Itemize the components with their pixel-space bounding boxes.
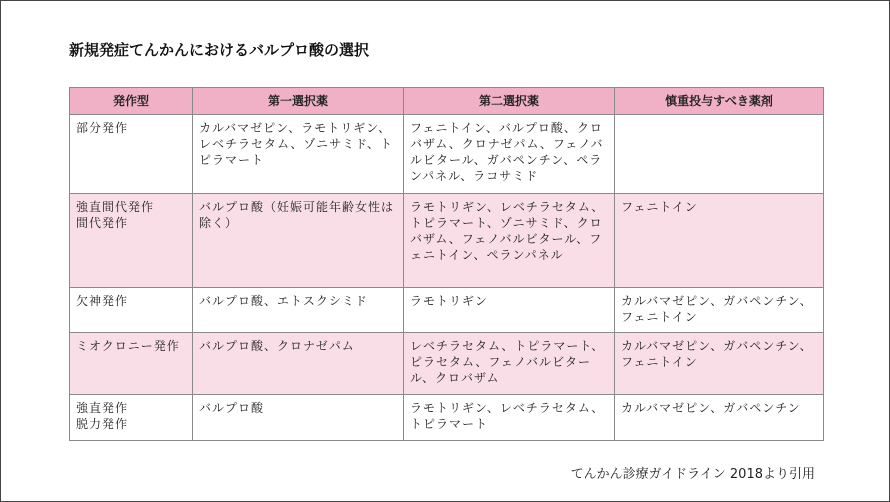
seizure-type-label: 強直間代発作: [76, 200, 155, 214]
seizure-type-cell: [70, 395, 193, 441]
header-first-line: 第一選択薬: [193, 88, 404, 115]
second-line-cell: ラモトリギン、レベチラセタム、トピラマート: [404, 395, 615, 441]
drug-selection-table: [69, 87, 824, 441]
header-second-line: 第二選択薬: [404, 88, 615, 115]
table-row: [70, 395, 824, 441]
seizure-type-cell: [70, 115, 193, 194]
seizure-type-label: 脱力発作: [76, 417, 129, 431]
seizure-type-label: 部分発作: [76, 121, 129, 135]
seizure-type-cell: [70, 288, 193, 333]
caution-cell: カルバマゼピン、ガバペンチン、フェニトイン: [615, 333, 824, 395]
table-header-row: [70, 88, 824, 115]
table-row: [70, 115, 824, 194]
first-line-cell: バルプロ酸（妊娠可能年齢女性は除く）: [193, 194, 404, 288]
second-line-cell: ラモトリギン、レベチラセタム、トピラマート、ゾニサミド、クロバザム、フェノバルビタール、フェニトイン、ペランパネル: [404, 194, 615, 288]
first-line-cell: カルバマゼピン、ラモトリギン、レベチラセタム、ゾニサミド、トピラマート: [193, 115, 404, 194]
seizure-type-label: 強直発作: [76, 401, 129, 415]
caution-cell: カルバマゼピン、ガバペンチン: [615, 395, 824, 441]
second-line-cell: フェニトイン、バルプロ酸、クロバザム、クロナゼパム、フェノバルビタール、ガバペンチン、ペランパネル、ラコサミド: [404, 115, 615, 194]
caution-cell: [615, 115, 824, 194]
second-line-cell: レベチラセタム、トピラマート、ピラセタム、フェノバルビタール、クロバザム: [404, 333, 615, 395]
caution-cell: カルバマゼピン、ガバペンチン、フェニトイン: [615, 288, 824, 333]
caution-cell: フェニトイン: [615, 194, 824, 288]
first-line-cell: バルプロ酸、エトスクシミド: [193, 288, 404, 333]
second-line-cell: ラモトリギン: [404, 288, 615, 333]
table-row: [70, 288, 824, 333]
table-row: [70, 333, 824, 395]
first-line-cell: バルプロ酸、クロナゼパム: [193, 333, 404, 395]
seizure-type-cell: [70, 333, 193, 395]
header-seizure-type: 発作型: [70, 88, 193, 115]
citation-note: てんかん診療ガイドライン 2018より引用: [570, 467, 815, 482]
seizure-type-label: ミオクロニー発作: [76, 339, 180, 353]
first-line-cell: バルプロ酸: [193, 395, 404, 441]
table-row: [70, 194, 824, 288]
seizure-type-cell: [70, 194, 193, 288]
seizure-type-label: 間代発作: [76, 216, 129, 230]
header-caution: 慎重投与すべき薬剤: [615, 88, 824, 115]
slide-title: 新規発症てんかんにおけるバルプロ酸の選択: [69, 41, 370, 59]
seizure-type-label: 欠神発作: [76, 294, 129, 308]
